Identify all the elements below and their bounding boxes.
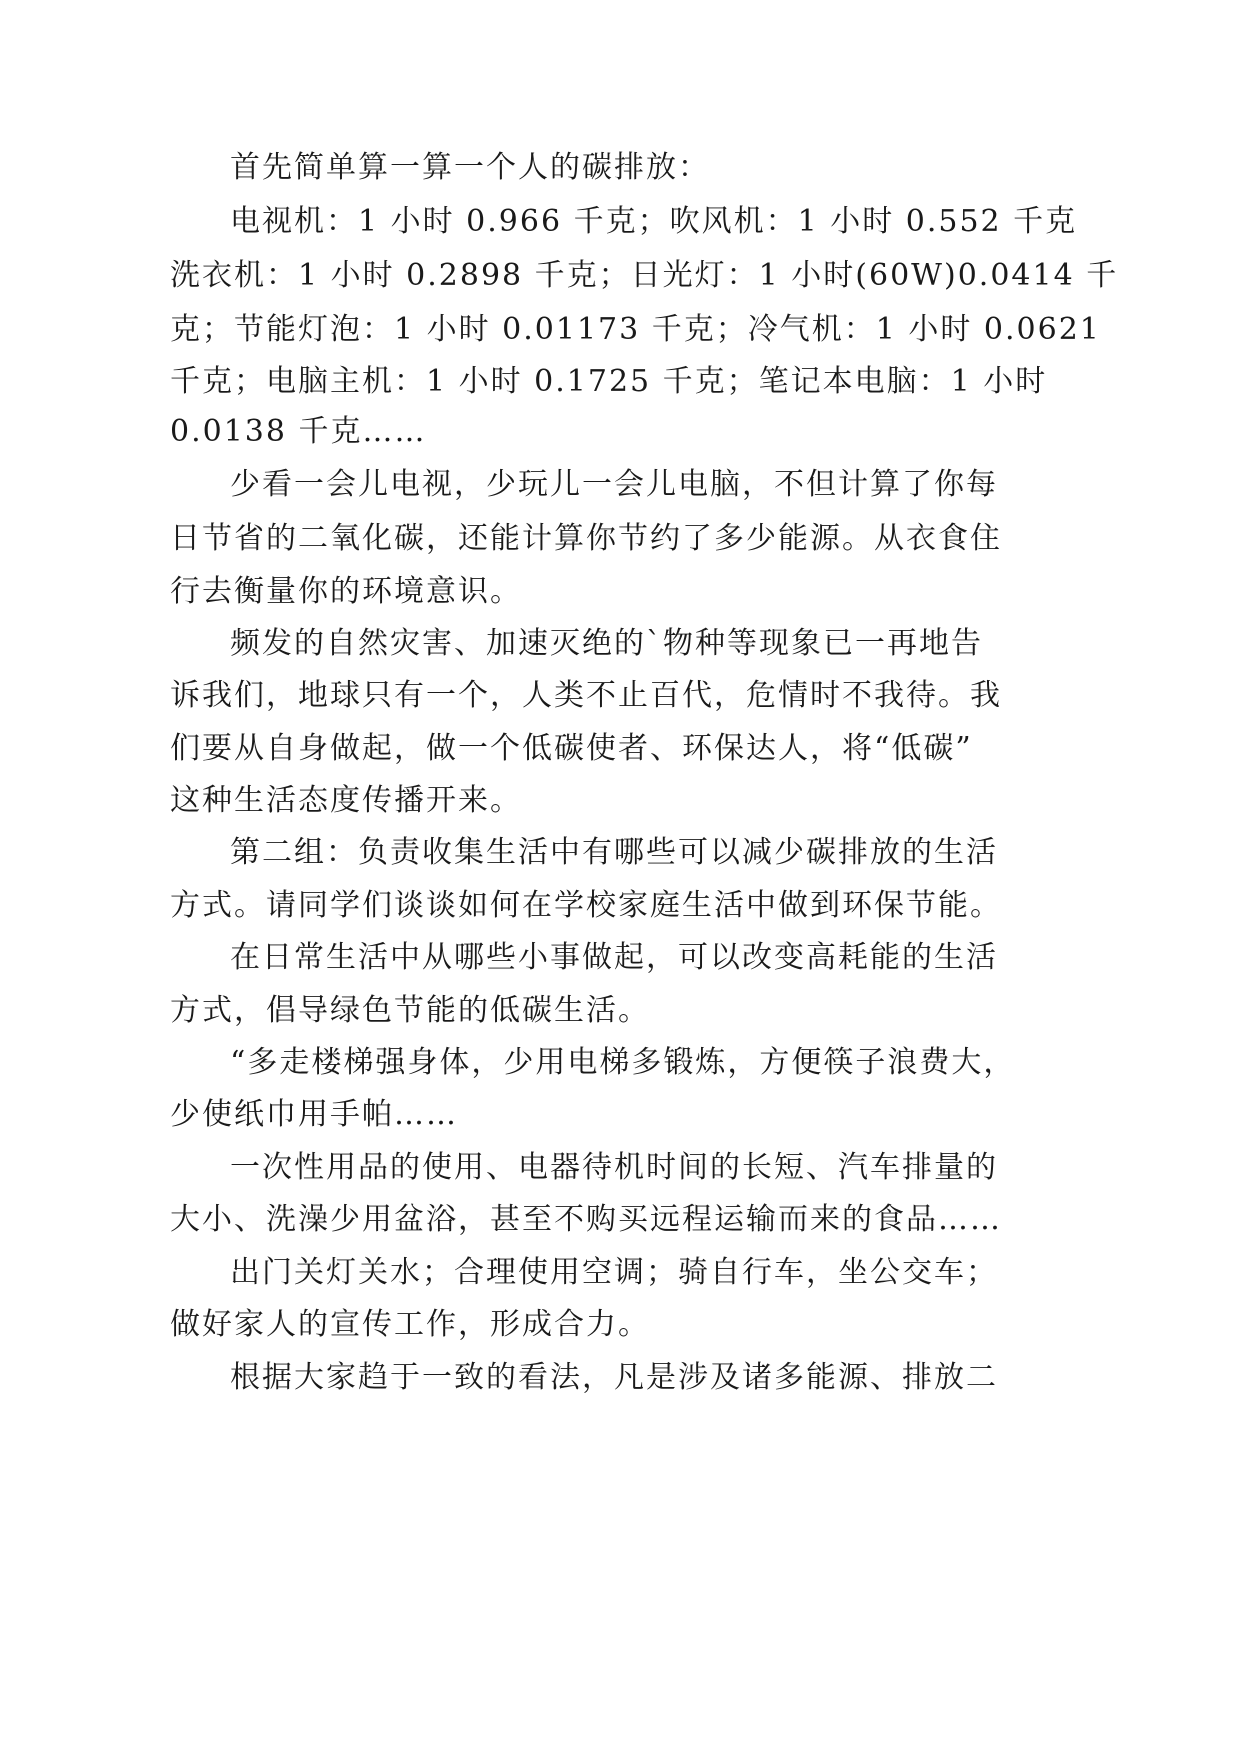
text-line: 少看一会儿电视，少玩儿一会儿电脑，不但计算了你每 [230, 467, 998, 502]
text-line: 们要从自身做起，做一个低碳使者、环保达人，将“低碳” [170, 731, 973, 766]
text-line: 行去衡量你的环境意识。 [170, 574, 522, 609]
text-line: 日节省的二氧化碳，还能计算你节约了多少能源。从衣食住 [170, 521, 1002, 556]
text-line: 方式，倡导绿色节能的低碳生活。 [170, 993, 650, 1028]
text-line: 克；节能灯泡：1 小时 0.01173 千克；冷气机：1 小时 0.0621 [170, 312, 1101, 347]
text-line: 千克；电脑主机：1 小时 0.1725 千克；笔记本电脑：1 小时 [170, 364, 1048, 399]
text-line: 出门关灯关水；合理使用空调；骑自行车，坐公交车； [230, 1255, 998, 1290]
text-line: “多走楼梯强身体，少用电梯多锻炼，方便筷子浪费大， [230, 1045, 1016, 1080]
text-line: 做好家人的宣传工作，形成合力。 [170, 1307, 650, 1342]
text-line: 第二组：负责收集生活中有哪些可以减少碳排放的生活 [230, 835, 998, 870]
text-line: 电视机：1 小时 0.966 千克；吹风机：1 小时 0.552 千克 [230, 204, 1078, 239]
text-line: 这种生活态度传播开来。 [170, 783, 522, 818]
text-line: 0.0138 千克…… [170, 414, 427, 449]
text-line: 在日常生活中从哪些小事做起，可以改变高耗能的生活 [230, 940, 998, 975]
text-line: 一次性用品的使用、电器待机时间的长短、汽车排量的 [230, 1150, 998, 1185]
text-line: 洗衣机：1 小时 0.2898 千克；日光灯：1 小时(60W)0.0414 千 [170, 258, 1119, 293]
text-line: 方式。请同学们谈谈如何在学校家庭生活中做到环保节能。 [170, 888, 1002, 923]
text-line: 诉我们，地球只有一个，人类不止百代，危情时不我待。我 [170, 678, 1002, 713]
text-line: 根据大家趋于一致的看法，凡是涉及诸多能源、排放二 [230, 1360, 998, 1395]
text-line: 大小、洗澡少用盆浴，甚至不购买远程运输而来的食品…… [170, 1202, 1002, 1237]
text-line: 首先简单算一算一个人的碳排放： [230, 150, 710, 185]
text-line: 少使纸巾用手帕…… [170, 1097, 458, 1132]
text-line: 频发的自然灾害、加速灭绝的`物种等现象已一再地告 [230, 626, 983, 661]
